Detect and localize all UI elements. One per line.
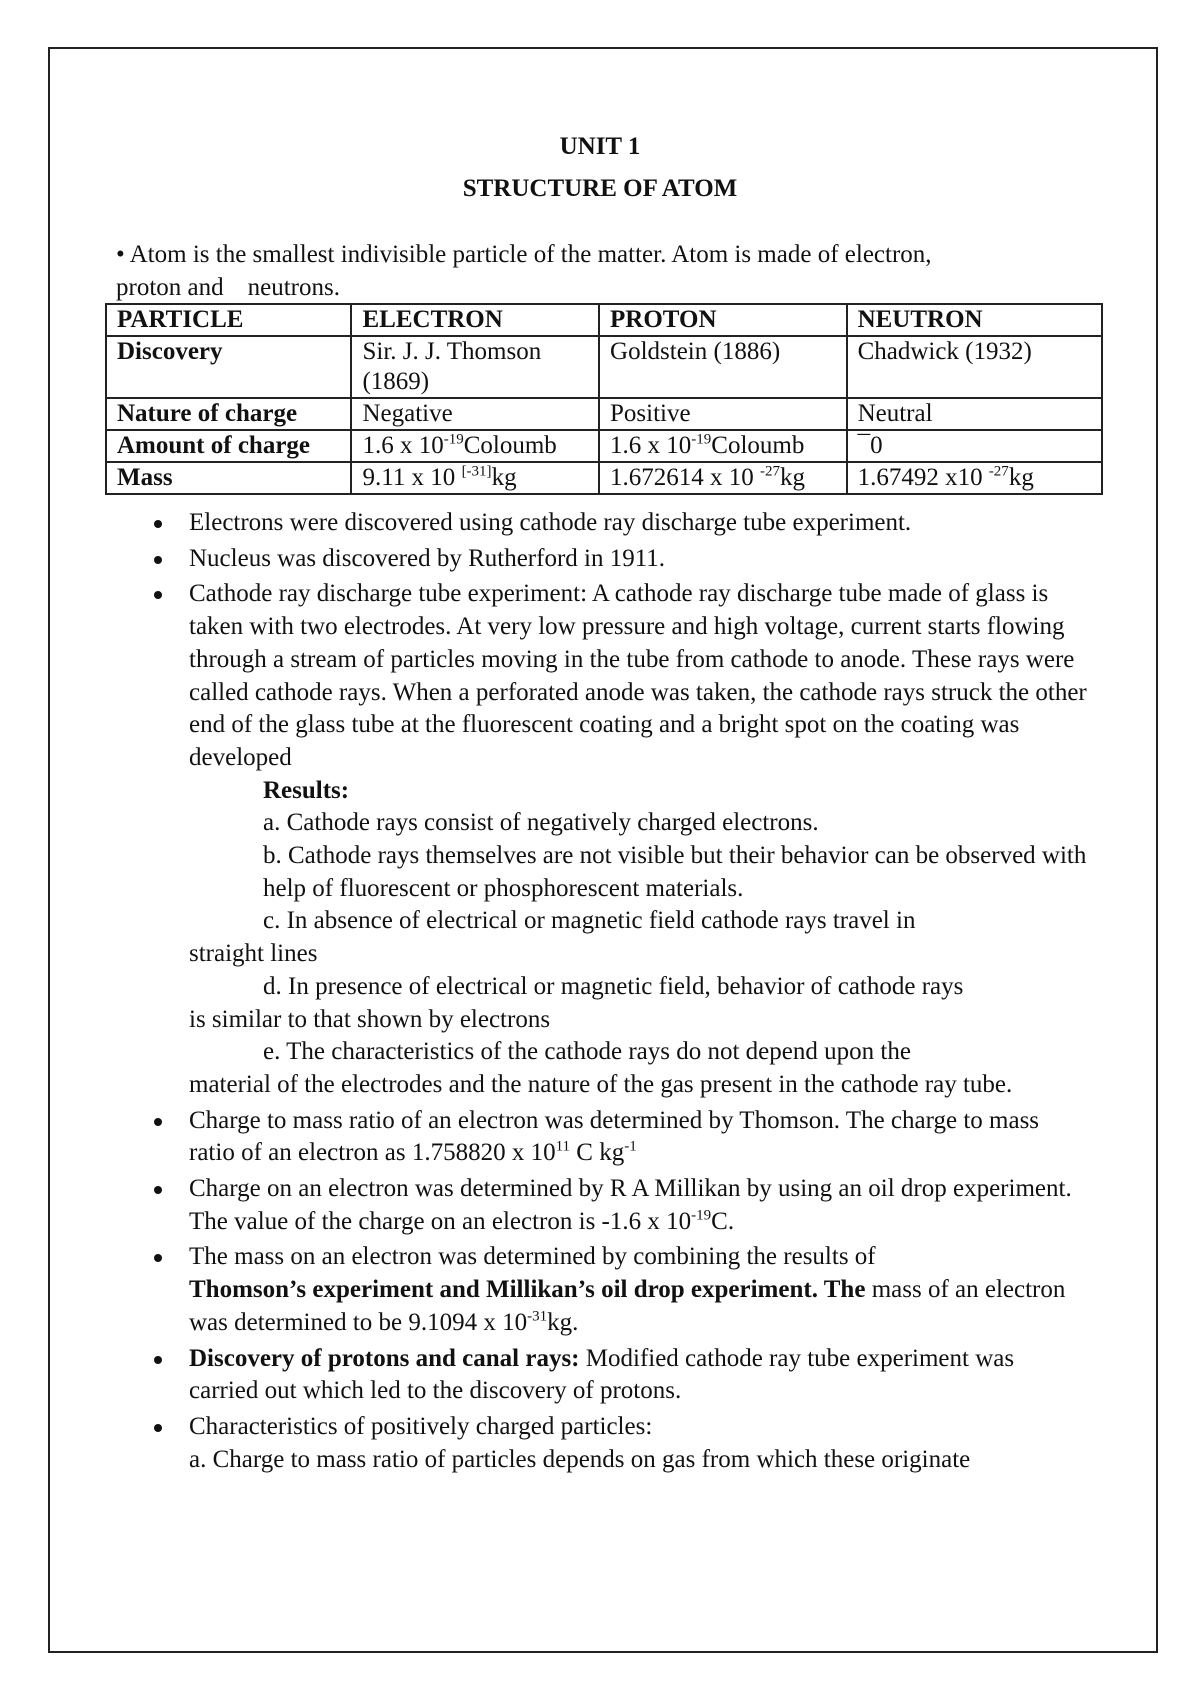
value-exponent: -19 (691, 1207, 712, 1224)
result-d-line1: d. In presence of electrical or magnetic field, behavior of cathode rays (263, 972, 964, 1000)
value-exponent: -19 (691, 431, 712, 448)
value-base: 1.6 x 10 (610, 432, 692, 459)
bullet-text: Charge to mass ratio of an electron was determined by Thomson. The charge to mass ratio of an electron as 1.758820 x 10 (189, 1106, 1040, 1167)
bullet-text: Modified cathode ray tube experiment was carried out which led to the discovery of protons. (189, 1344, 1015, 1405)
bullet-icon (154, 1356, 162, 1364)
row-label: Mass (106, 462, 351, 494)
row-label: Nature of charge (106, 398, 351, 430)
value-exponent: -1 (624, 1139, 637, 1156)
list-item (189, 1411, 1089, 1476)
value-exponent: -19 (443, 431, 464, 448)
table-cell: Neutral (847, 398, 1102, 430)
value-base: 9.11 x 10 (362, 464, 462, 491)
table-cell: Chadwick (1932) (847, 336, 1102, 398)
value-base: 1.672614 x 10 (610, 464, 761, 491)
intro-line-2a: proton and (116, 274, 224, 301)
table-row-amount (106, 430, 1102, 462)
bullet-list (189, 507, 1089, 1479)
table-header: PROTON (599, 304, 847, 336)
list-item (189, 543, 1089, 576)
list-item (189, 1343, 1089, 1408)
bullet-icon (154, 1424, 162, 1432)
table-header: NEUTRON (847, 304, 1102, 336)
bullet-icon (154, 556, 162, 564)
result-b-line2: help of fluorescent or phosphorescent materials. (263, 874, 744, 902)
table-cell: Goldstein (1886) (599, 336, 847, 398)
table-row-mass (106, 462, 1102, 494)
table-header: ELECTRON (351, 304, 599, 336)
table-cell (847, 462, 1102, 494)
result-a: a. Cathode rays consist of negatively charged electrons. (263, 809, 819, 837)
table-cell (351, 462, 599, 494)
result-d-line2: is similar to that shown by electrons (189, 1005, 551, 1033)
table-cell: Positive (599, 398, 847, 430)
value-unit: kg (491, 464, 517, 491)
value-unit: C kg (570, 1139, 625, 1167)
value-unit: kg (780, 464, 806, 491)
value-base: 1.6 x 10 (362, 432, 444, 459)
table-cell (599, 462, 847, 494)
table-header-row (106, 304, 1102, 336)
list-item (189, 578, 1089, 1101)
results-heading: Results: (263, 776, 350, 804)
result-c-line1: c. In absence of electrical or magnetic field cathode rays travel in (263, 907, 916, 935)
bullet-icon (154, 520, 162, 528)
list-item (189, 507, 1089, 540)
result-b-line1: b. Cathode rays themselves are not visible but their behavior can be observed with (263, 842, 1087, 870)
table-cell (351, 430, 599, 462)
value-exponent: -27 (760, 463, 781, 480)
table-cell: Negative (351, 398, 599, 430)
value-exponent: -31 (527, 1308, 548, 1325)
bullet-text: Cathode ray discharge tube experiment: A cathode ray discharge tube made of glass is taken with two electrodes. At very low pressure and high voltage, current starts flowing through a stream of particles moving in the tube from cathode to anode. These rays were called cathode rays. When a perforated anode was taken, the cathode rays struck the other end of the glass tube at the fluorescent coating and a bright spot on the coating was developed (189, 580, 1087, 771)
bullet-text: Electrons were discovered using cathode ray discharge tube experiment. (189, 509, 912, 536)
intro-line-1: • Atom is the smallest indivisible particle of the matter. Atom is made of electron, (116, 241, 932, 268)
bullet-text: The mass on an electron was determined by combining the results of (189, 1243, 876, 1271)
value-unit: kg (1008, 464, 1034, 491)
list-item (189, 1105, 1089, 1170)
bullet-icon (154, 1118, 162, 1126)
particle-table (105, 303, 1103, 495)
bullet-text: Nucleus was discovered by Rutherford in 1911. (189, 544, 666, 572)
value-base: 1.67492 x10 (857, 464, 989, 491)
table-header: PARTICLE (106, 304, 351, 336)
intro-line-2 (116, 271, 1076, 304)
row-label: Discovery (106, 336, 351, 398)
intro-paragraph (116, 238, 1076, 304)
list-item (189, 1173, 1089, 1238)
bullet-text: Charge on an electron was determined by R A Millikan by using an oil drop experiment. The value of the charge on an electron is -1.6 x 10 (189, 1175, 1072, 1235)
bullet-bold-text: Discovery of protons and canal rays: (189, 1344, 580, 1372)
value-unit: C. (711, 1207, 735, 1235)
table-cell: ¯0 (847, 430, 1102, 462)
list-item (189, 1241, 1089, 1339)
value-exponent: -27 (988, 463, 1009, 480)
value-exponent: 11 (555, 1139, 571, 1156)
unit-heading: UNIT 1 (559, 133, 641, 160)
sub-item-a: a. Charge to mass ratio of particles depends on gas from which these originate (189, 1445, 971, 1473)
result-e-line1: e. The characteristics of the cathode rays do not depend upon the (263, 1038, 911, 1066)
bullet-text: Characteristics of positively charged particles: (189, 1412, 653, 1440)
bullet-icon (154, 1186, 162, 1194)
result-c-line2: straight lines (189, 940, 318, 968)
bullet-text: mass of an electron was determined to be 9.1094 x 10 (189, 1276, 1066, 1336)
row-label: Amount of charge (106, 430, 351, 462)
value-exponent: [-31] (461, 463, 492, 480)
result-e-line2: material of the electrodes and the nature of the gas present in the cathode ray tube. (189, 1070, 1013, 1098)
table-cell (599, 430, 847, 462)
table-row-discovery (106, 336, 1102, 398)
table-cell: Sir. J. J. Thomson (1869) (351, 336, 599, 398)
value-unit: Coloumb (711, 432, 805, 459)
value-unit: Coloumb (463, 432, 557, 459)
intro-line-2b: neutrons. (247, 274, 340, 301)
page-title: STRUCTURE OF ATOM (462, 175, 738, 202)
bullet-bold-text: Thomson’s experiment and Millikan’s oil drop experiment. The (189, 1276, 866, 1304)
table-row-nature (106, 398, 1102, 430)
value-unit: kg. (547, 1308, 579, 1336)
